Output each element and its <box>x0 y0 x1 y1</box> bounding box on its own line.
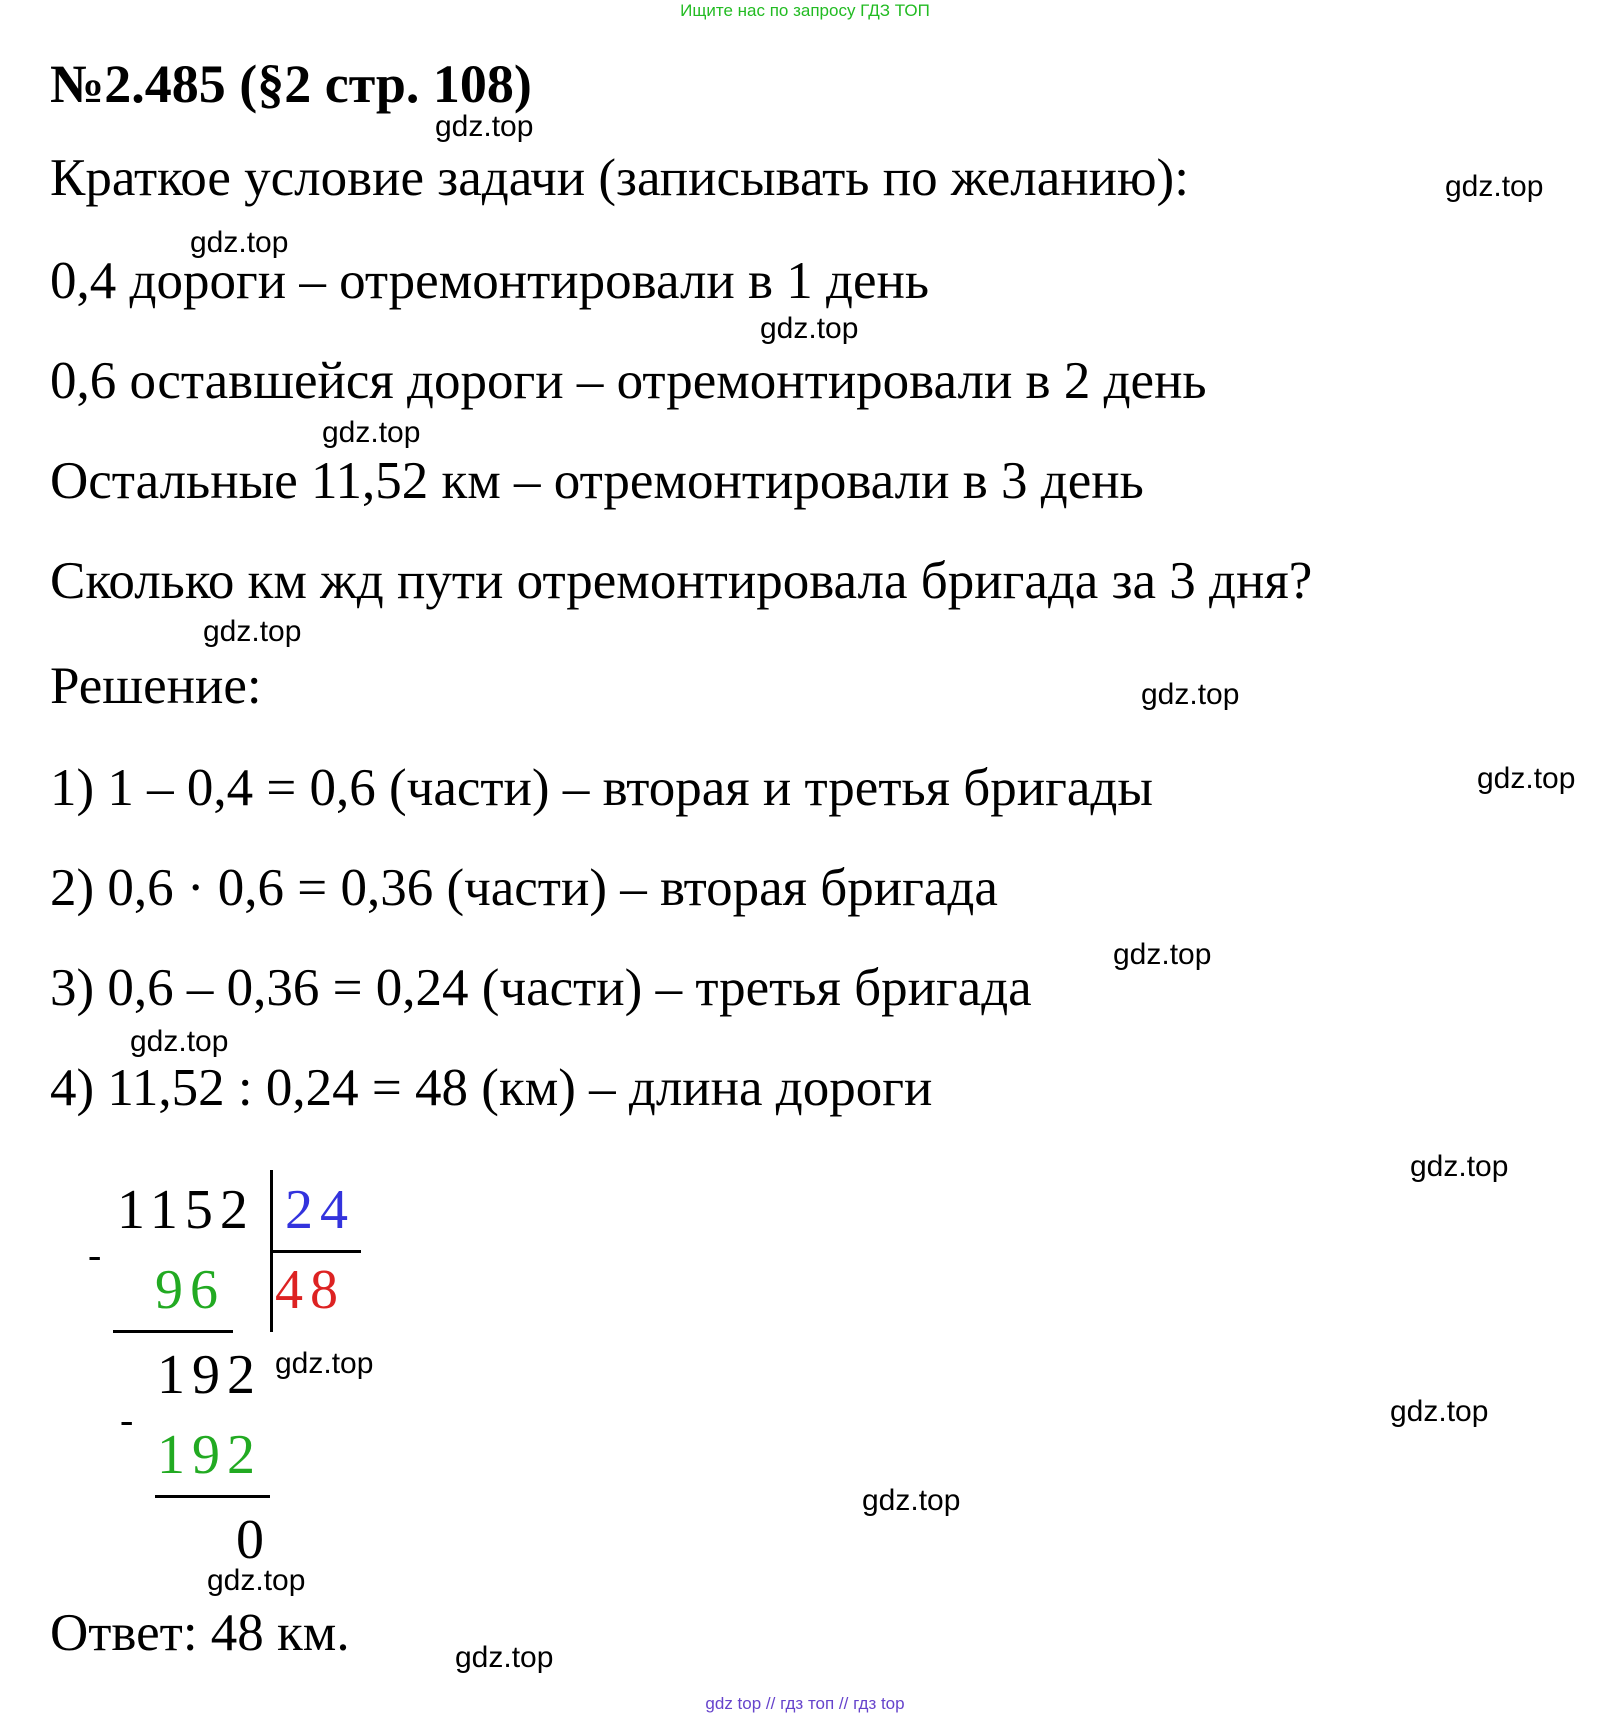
condition-line-1: 0,4 дороги – отремонтировали в 1 день <box>50 252 930 310</box>
watermark: gdz.top <box>322 416 421 449</box>
solution-step-4: 4) 11,52 : 0,24 = 48 (км) – длина дороги <box>50 1059 933 1117</box>
watermark: gdz.top <box>275 1347 374 1380</box>
division-dividend: 1152 <box>117 1179 255 1241</box>
division-minus-1: - <box>88 1232 109 1277</box>
division-quotient: 48 <box>275 1259 345 1321</box>
watermark: gdz.top <box>1390 1395 1489 1428</box>
condition-line-3: Остальные 11,52 км – отремонтировали в 3 день <box>50 452 1144 510</box>
watermark: gdz.top <box>455 1641 554 1674</box>
division-rule-2 <box>155 1495 270 1498</box>
watermark: gdz.top <box>862 1484 961 1517</box>
condition-heading: Краткое условие задачи (записывать по желанию): <box>50 149 1189 207</box>
watermark: gdz.top <box>190 226 289 259</box>
watermark: gdz.top <box>1113 938 1212 971</box>
division-divisor: 24 <box>285 1179 355 1241</box>
condition-line-2: 0,6 оставшейся дороги – отремонтировали в 2 день <box>50 352 1207 410</box>
division-subtrahend-1: 96 <box>155 1259 225 1321</box>
watermark: gdz.top <box>1141 678 1240 711</box>
watermark: gdz.top <box>207 1564 306 1597</box>
watermark: gdz.top <box>203 615 302 648</box>
solution-step-3: 3) 0,6 – 0,36 = 0,24 (части) – третья бригада <box>50 959 1032 1017</box>
watermark: gdz.top <box>1410 1150 1509 1183</box>
watermark: gdz.top <box>435 110 534 143</box>
question-line: Сколько км жд пути отремонтировала бригада за 3 дня? <box>50 552 1313 610</box>
division-minus-2: - <box>120 1397 141 1442</box>
solution-step-2: 2) 0,6 · 0,6 = 0,36 (части) – вторая бригада <box>50 859 998 917</box>
solution-step-1: 1) 1 – 0,4 = 0,6 (части) – вторая и третья бригады <box>50 759 1153 817</box>
watermark: gdz.top <box>1445 170 1544 203</box>
division-remainder-1: 192 <box>157 1344 262 1406</box>
top-banner: Ищите нас по запросу ГДЗ ТОП <box>680 1 930 20</box>
watermark: gdz.top <box>760 312 859 345</box>
watermark: gdz.top <box>1477 762 1576 795</box>
division-subtrahend-2: 192 <box>157 1424 262 1486</box>
division-final-remainder: 0 <box>236 1509 271 1571</box>
division-quotient-rule <box>270 1250 361 1253</box>
division-rule-1 <box>113 1330 233 1333</box>
problem-title: №2.485 (§2 стр. 108) <box>50 54 532 114</box>
footer-links: gdz top // гдз топ // гдз top <box>705 1694 905 1713</box>
watermark: gdz.top <box>130 1025 229 1058</box>
answer-line: Ответ: 48 км. <box>50 1604 350 1662</box>
solution-heading: Решение: <box>50 657 262 715</box>
